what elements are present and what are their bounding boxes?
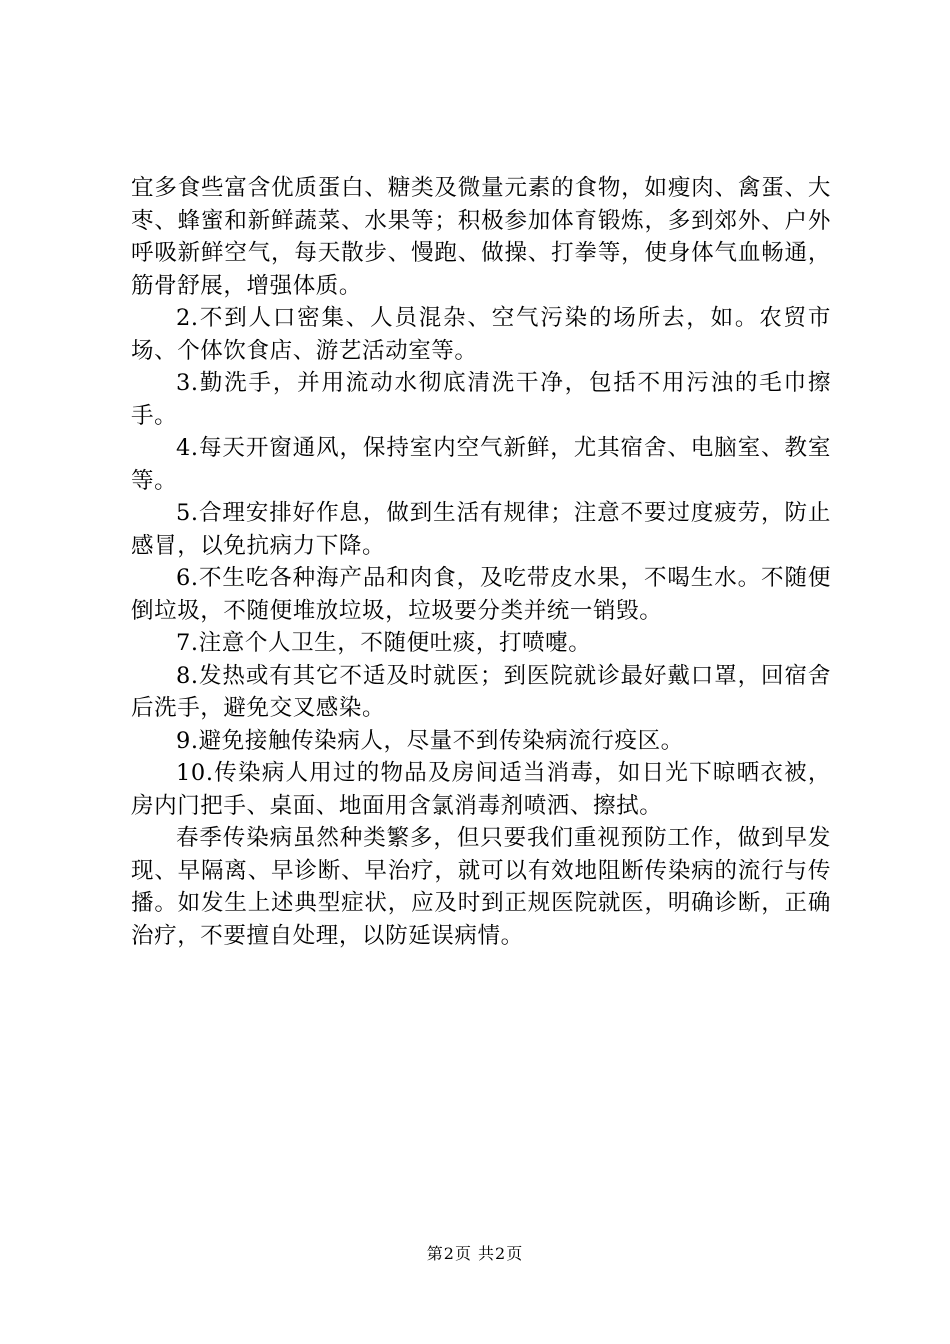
paragraph-item-10: 10.传染病人用过的物品及房间适当消毒，如日光下晾晒衣被，房内门把手、桌面、地面用含氯消毒剂喷洒、擦拭。: [131, 760, 831, 819]
paragraph-item-4: 4.每天开窗通风，保持室内空气新鲜，尤其宿舍、电脑室、教室等。: [131, 435, 831, 494]
paragraph-item-3: 3.勤洗手，并用流动水彻底清洗干净，包括不用污浊的毛巾擦手。: [131, 370, 831, 429]
paragraph-item-5: 5.合理安排好作息，做到生活有规律；注意不要过度疲劳，防止感冒，以免抗病力下降。: [131, 500, 831, 559]
paragraph-conclusion: 春季传染病虽然种类繁多，但只要我们重视预防工作，做到早发现、早隔离、早诊断、早治疗，就可以有效地阻断传染病的流行与传播。如发生上述典型症状，应及时到正规医院就医，明确诊断，正确治疗，不要擅自处理，以防延误病情。: [131, 825, 831, 949]
document-body: [131, 172, 831, 952]
paragraph-continued: 宜多食些富含优质蛋白、糖类及微量元素的食物，如瘦肉、禽蛋、大枣、蜂蜜和新鲜蔬菜、水果等；积极参加体育锻炼，多到郊外、户外呼吸新鲜空气，每天散步、慢跑、做操、打拳等，使身体气血畅通，筋骨舒展，增强体质。: [131, 175, 831, 299]
paragraph-item-6: 6.不生吃各种海产品和肉食，及吃带皮水果，不喝生水。不随便倒垃圾，不随便堆放垃圾，垃圾要分类并统一销毁。: [131, 565, 831, 624]
paragraph-item-8: 8.发热或有其它不适及时就医；到医院就诊最好戴口罩，回宿舍后洗手，避免交叉感染。: [131, 662, 831, 721]
page-footer: [0, 1244, 950, 1264]
page-number-label: 第2页 共2页: [426, 1244, 524, 1263]
paragraph-item-9: 9.避免接触传染病人，尽量不到传染病流行疫区。: [176, 727, 684, 754]
paragraph-item-7: 7.注意个人卫生，不随便吐痰，打喷嚏。: [176, 630, 592, 656]
paragraph-item-2: 2.不到人口密集、人员混杂、空气污染的场所去，如。农贸市场、个体饮食店、游艺活动室等。: [131, 305, 831, 364]
